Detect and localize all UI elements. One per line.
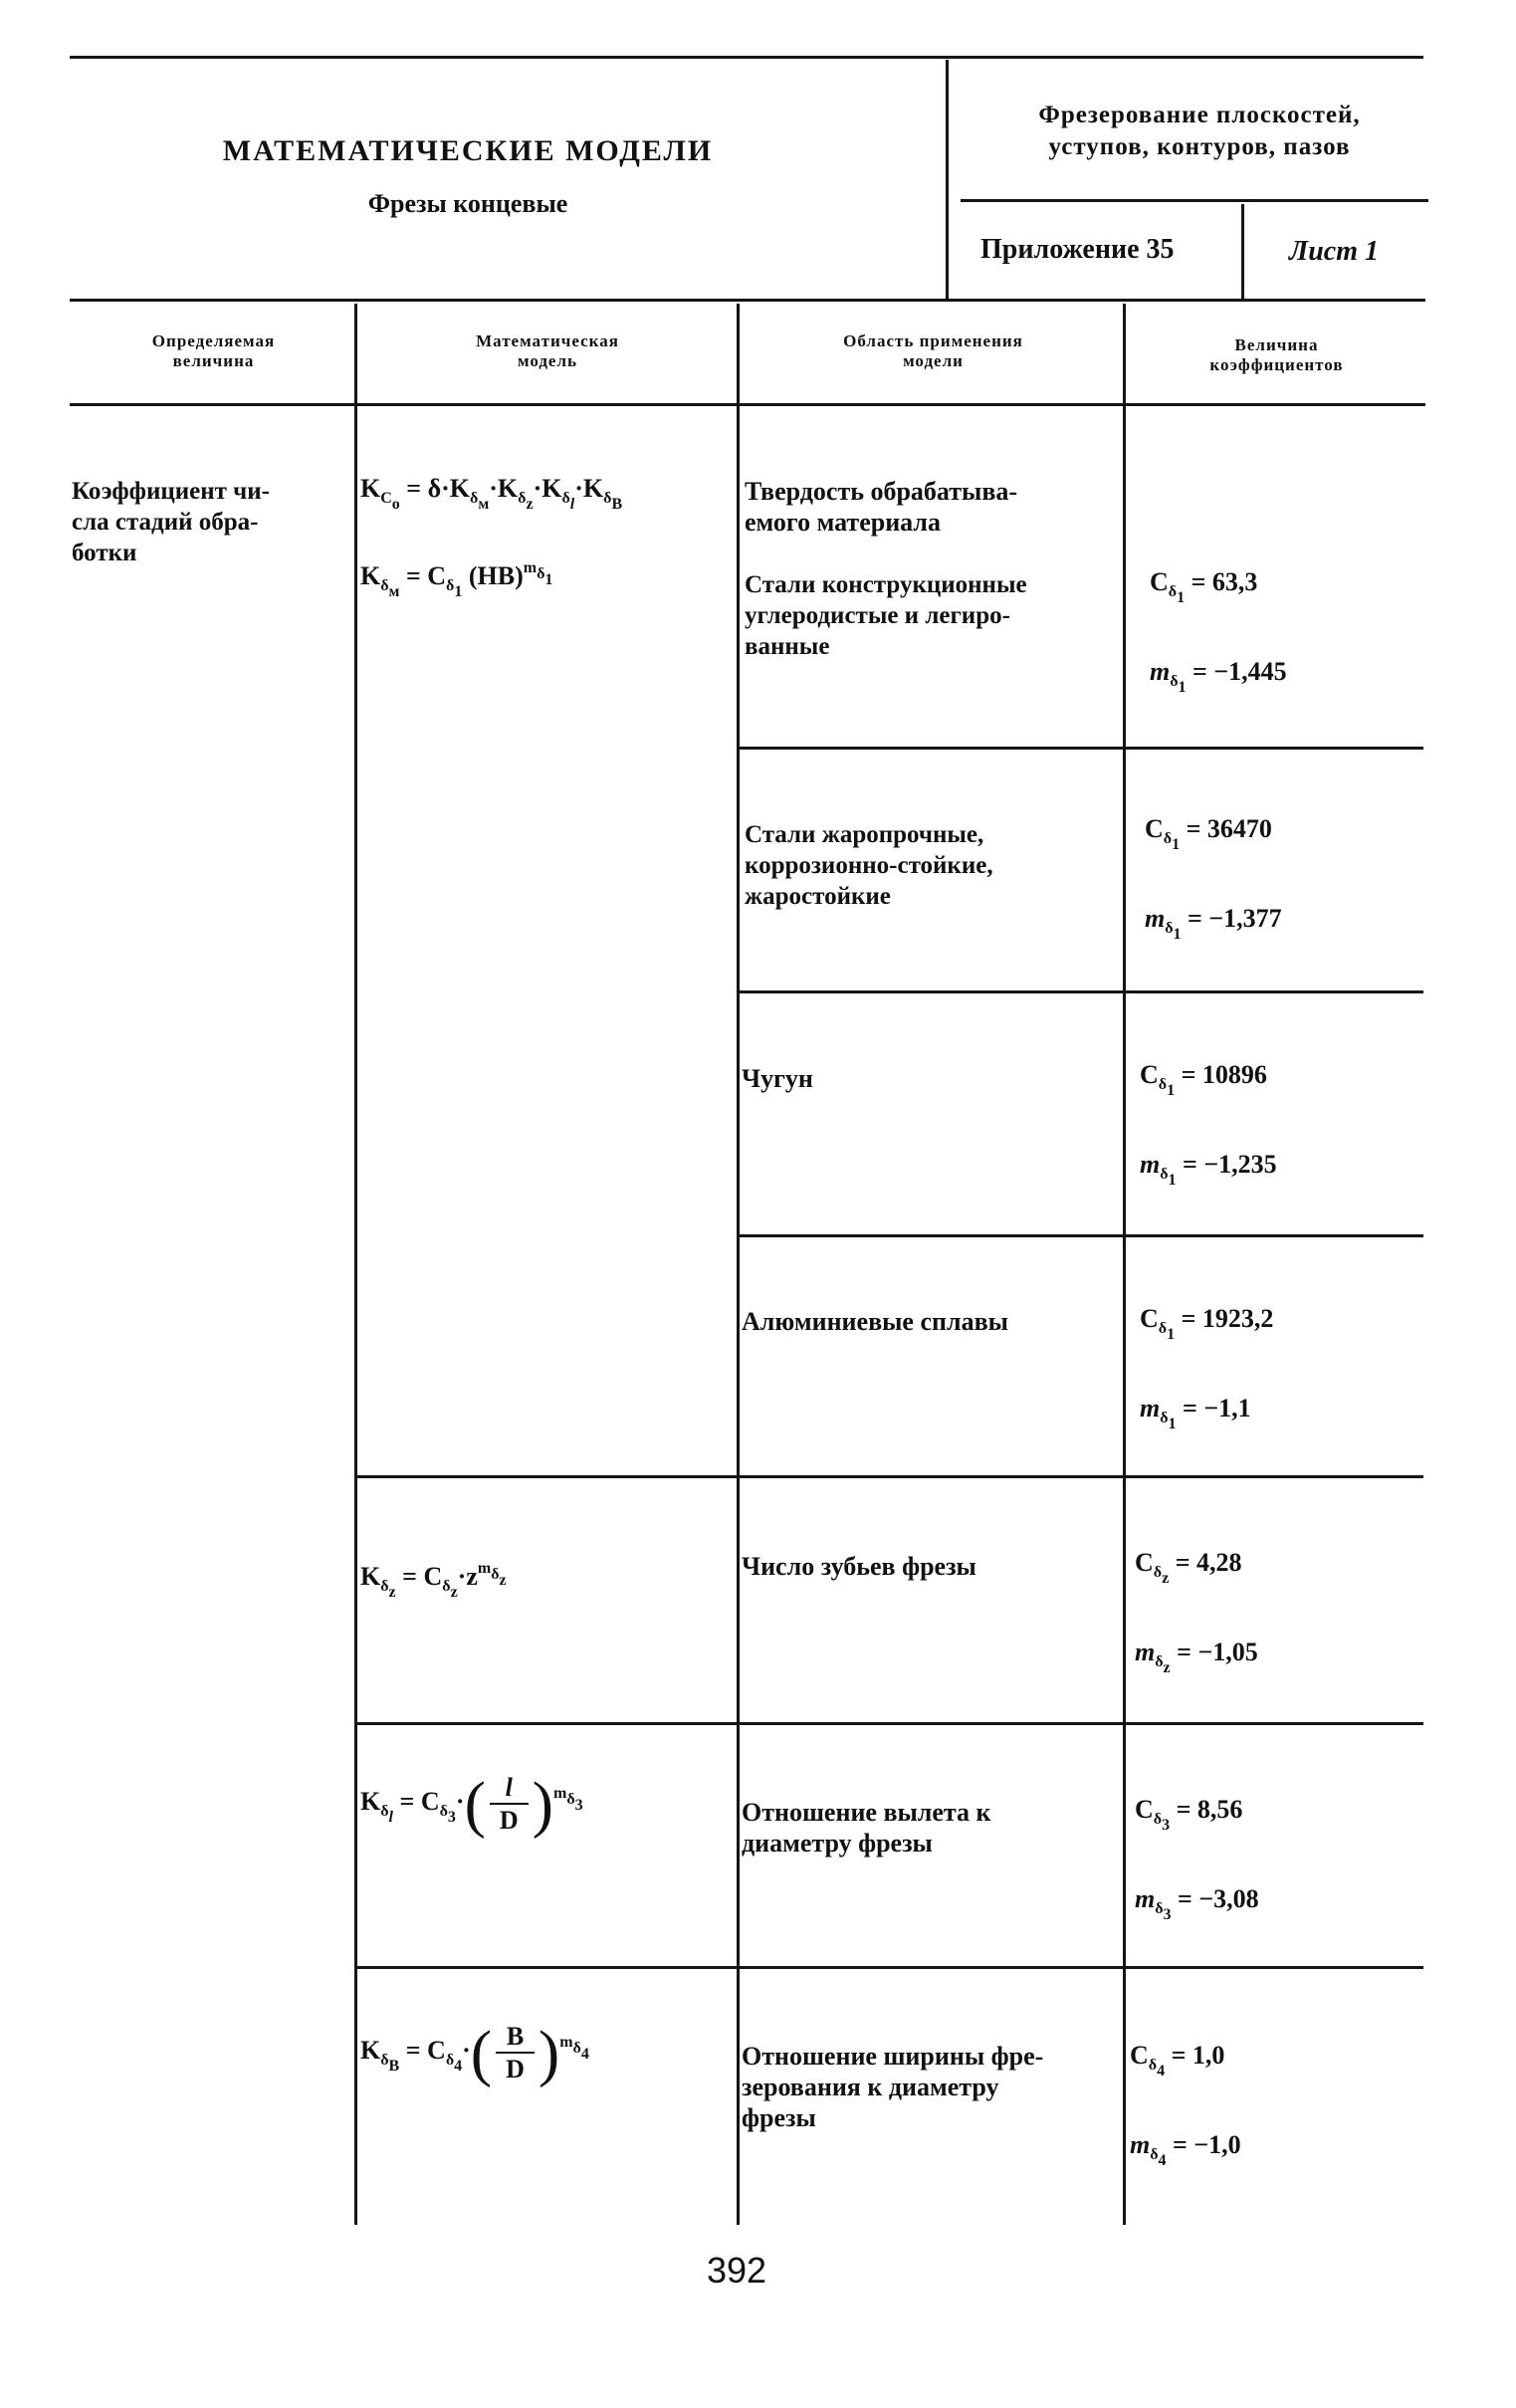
coef-m-value: = −1,1: [1183, 1394, 1251, 1423]
coef-c-value: = 1,0: [1171, 2041, 1225, 2070]
formula-k-dm: $K_{\delta_м} = C_{\delta_1}$ (HB)$^{m_{\delta_1}}$: [360, 559, 553, 600]
quantity-line: ботки: [72, 540, 137, 566]
column-header-line: модель: [517, 351, 578, 370]
column-header-line: Величина: [1234, 335, 1319, 354]
coef-m-value: = −1,0: [1173, 2130, 1241, 2159]
coef-c-value: = 8,56: [1176, 1795, 1243, 1824]
scope-line: Число зубьев фрезы: [742, 1552, 976, 1581]
header-bottom-rule: [70, 403, 1425, 406]
column-rule-2: [737, 304, 740, 2225]
scope-row-4: [742, 1306, 1115, 1337]
column-header-line: модели: [903, 351, 964, 370]
coef-m-row-2: $m_{\delta_1} = -1,377$: [1145, 904, 1282, 943]
quantity-line: сла стадий обра-: [72, 509, 259, 536]
scope-line: емого материала: [745, 508, 941, 537]
column-rule-3: [1123, 304, 1126, 2225]
formula-k-db: $K_{\delta_B} = C_{\delta_4}\cdot$( $\frac{B}{D}$ )$^{m_{\delta_4}}$: [360, 2017, 589, 2088]
coef-m-value: = −1,235: [1183, 1150, 1277, 1179]
scope-row-5: [742, 1551, 1115, 1582]
coef-m-row-5: $m_{\delta_z} = -1,05$: [1135, 1638, 1258, 1676]
coef-c-row-6: $C_{\delta_3} = 8,56$: [1135, 1795, 1243, 1834]
formula-k-dz: $K_{\delta_z} = C_{\delta_z}\cdot z^{m_{\delta_z}}$: [360, 1560, 507, 1601]
scope-line: ванные: [745, 633, 830, 660]
scope-line: Отношение ширины фре-: [742, 2042, 1044, 2071]
appendix-label: Приложение 35: [980, 234, 1175, 265]
scope-row-1-heading: [745, 476, 1118, 538]
scope-line: Твердость обрабатыва-: [745, 477, 1018, 506]
coef-m-row-7: $m_{\delta_4} = -1,0$: [1130, 2130, 1241, 2169]
operation-title: [971, 100, 1428, 163]
column-header-line: Область применения: [843, 331, 1023, 350]
row-rule: [739, 990, 1423, 993]
header-top-rule: [70, 299, 1425, 302]
coef-m-row-6: $m_{\delta_3} = -3,08$: [1135, 1884, 1259, 1923]
row-rule: [356, 1722, 1423, 1725]
coef-c-row-4: $C_{\delta_1} = 1923,2$: [1140, 1304, 1274, 1343]
column-header-line: величина: [172, 351, 255, 370]
column-header-line: коэффициентов: [1209, 355, 1344, 374]
column-header-quantity: [72, 331, 355, 371]
scope-line: Отношение вылета к: [742, 1798, 991, 1827]
coef-c-value: = 1923,2: [1181, 1304, 1274, 1333]
appendix-rule: [961, 199, 1428, 202]
scope-row-1: [745, 569, 1118, 662]
coef-m-value: = −3,08: [1178, 1884, 1259, 1913]
coef-m-value: = −1,377: [1188, 904, 1282, 933]
coef-c-row-2: $C_{\delta_1} = 36470$: [1145, 814, 1272, 853]
scope-line: углеродистые и легиро-: [745, 602, 1010, 629]
coef-m-row-4: $m_{\delta_1} = -1,1$: [1140, 1394, 1251, 1432]
coef-c-row-5: $C_{\delta_z} = 4,28$: [1135, 1548, 1242, 1587]
scope-line: диаметру фрезы: [742, 1829, 933, 1858]
row-rule: [739, 1234, 1423, 1237]
page-number: 392: [706, 2250, 767, 2291]
scope-line: Алюминиевые сплавы: [742, 1307, 1008, 1336]
coef-c-value: = 4,28: [1175, 1548, 1242, 1577]
operation-line-2: уступов, контуров, пазов: [1048, 133, 1351, 160]
sheet-label: Лист 1: [1289, 236, 1379, 267]
coef-c-row-7: $C_{\delta_4} = 1,0$: [1130, 2041, 1225, 2080]
column-header-coefficients: [1130, 335, 1423, 375]
column-header-line: Определяемая: [151, 331, 276, 350]
scope-line: зерования к диаметру: [742, 2073, 999, 2101]
scope-line: Стали конструкционные: [745, 571, 1027, 598]
scope-row-7: [742, 2041, 1115, 2133]
coef-m-row-1: $m_{\delta_1} = -1,445$: [1150, 657, 1287, 696]
coef-c-value: = 36470: [1186, 814, 1272, 843]
coef-m-value: = −1,05: [1177, 1638, 1258, 1666]
column-header-scope: [742, 331, 1125, 371]
scope-row-6: [742, 1797, 1115, 1859]
scope-row-3: [742, 1063, 1115, 1094]
column-rule-1: [354, 304, 357, 2225]
quantity-line: Коэффициент чи-: [72, 478, 271, 505]
row-rule: [356, 1966, 1423, 1969]
page-title: МАТЕМАТИЧЕСКИЕ МОДЕЛИ: [222, 134, 714, 167]
quantity-text: [72, 476, 350, 568]
scope-line: коррозионно-стойкие,: [745, 852, 993, 879]
appendix-divider: [1241, 204, 1244, 299]
top-rule: [70, 56, 1423, 59]
scope-row-2: [745, 819, 1118, 912]
column-header-line: Математическая: [476, 331, 619, 350]
coef-c-value: = 63,3: [1191, 567, 1258, 596]
row-rule: [739, 747, 1423, 750]
formula-k-dl: $K_{\delta_l} = C_{\delta_3}\cdot$( $\frac{l}{D}$ )$^{m_{\delta_3}}$: [360, 1768, 583, 1840]
column-header-model: [358, 331, 737, 371]
coef-c-row-3: $C_{\delta_1} = 10896$: [1140, 1060, 1267, 1099]
row-rule: [356, 1475, 1423, 1478]
coef-m-value: = −1,445: [1192, 657, 1287, 686]
coef-c-value: = 10896: [1181, 1060, 1267, 1089]
scope-line: фрезы: [742, 2103, 816, 2132]
coef-m-row-3: $m_{\delta_1} = -1,235$: [1140, 1150, 1277, 1189]
scope-line: Стали жаропрочные,: [745, 821, 984, 848]
title-divider: [946, 60, 949, 299]
scope-line: Чугун: [742, 1064, 813, 1093]
page-subtitle: Фрезы концевые: [367, 189, 568, 218]
operation-line-1: Фрезерование плоскостей,: [1038, 102, 1361, 128]
scope-line: жаростойкие: [745, 883, 891, 910]
formula-k-co: $K_{C_o} = \delta\cdot K_{\delta_м}\cdot K_{\delta_z}\cdot K_{\delta_l}\cdot K_{\delta_B}$: [360, 474, 623, 513]
coef-c-row-1: $C_{\delta_1} = 63,3$: [1150, 567, 1258, 606]
